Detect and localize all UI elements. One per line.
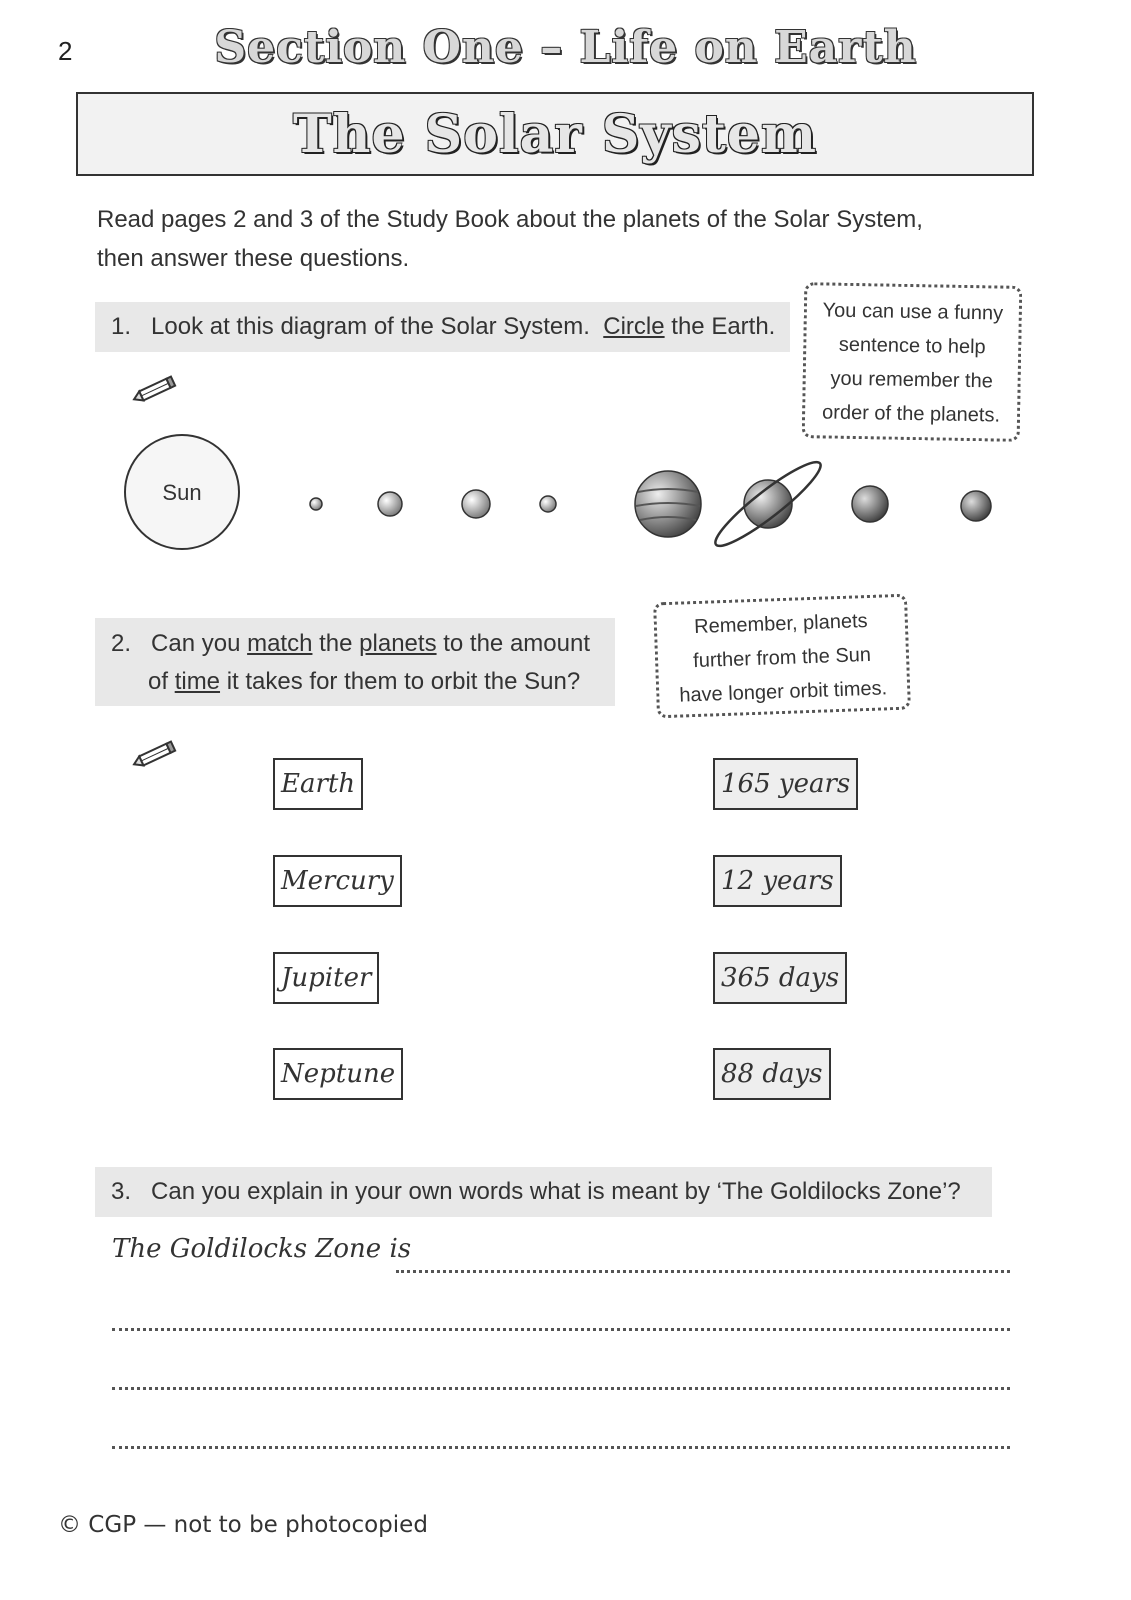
tip-1-line: You can use a funny <box>822 299 1004 325</box>
tip-1-line: sentence to help <box>838 333 986 359</box>
question-3-prompt: Can you explain in your own words what is meant by ‘The Goldilocks Zone’? <box>151 1178 961 1205</box>
tip-2-line: have longer orbit times. <box>678 677 888 707</box>
time-box-88-days[interactable]: 88 days <box>713 1048 831 1100</box>
time-box-12-years[interactable]: 12 years <box>713 855 842 907</box>
question-2-word: the <box>319 630 353 657</box>
answer-line[interactable] <box>396 1270 1010 1273</box>
question-3-text <box>111 1173 961 1211</box>
section-title: Section One – Life on Earth <box>214 22 917 73</box>
question-2-word: of <box>148 668 169 695</box>
question-2-word: Can you <box>151 630 241 657</box>
planet-icon <box>540 496 556 512</box>
page-number: 2 <box>58 36 73 66</box>
question-3-number: 3. <box>111 1178 132 1205</box>
pencil-icon <box>130 740 178 770</box>
planet-box-jupiter[interactable]: Jupiter <box>273 952 379 1004</box>
question-2-word: to the amount <box>443 630 590 657</box>
question-2-text <box>111 625 590 701</box>
question-2-underlined: time <box>174 668 221 695</box>
question-1-bar <box>95 302 790 352</box>
planet-icon <box>462 490 490 518</box>
answer-start-text: The Goldilocks Zone is <box>112 1234 412 1264</box>
planet-box-earth[interactable]: Earth <box>273 758 363 810</box>
answer-line[interactable] <box>112 1387 1010 1390</box>
question-1-text <box>111 308 775 346</box>
page-title: The Solar System <box>292 104 818 165</box>
planet-icon <box>378 492 402 516</box>
answer-line[interactable] <box>112 1328 1010 1331</box>
title-box <box>76 92 1034 176</box>
question-1-underlined: Circle <box>603 313 665 340</box>
question-2-bar <box>95 618 615 706</box>
question-1-prompt-end: the Earth. <box>671 313 776 340</box>
question-2-word: it takes for them to orbit the Sun? <box>226 668 581 695</box>
planet-icon <box>852 486 888 522</box>
question-3-bar <box>95 1167 992 1217</box>
intro-text <box>97 200 977 278</box>
pencil-icon <box>130 375 178 405</box>
saturn-icon <box>708 453 828 555</box>
intro-line-2: then answer these questions. <box>97 245 410 272</box>
question-2-number: 2. <box>111 630 132 657</box>
planet-icon <box>310 498 322 510</box>
planet-box-neptune[interactable]: Neptune <box>273 1048 403 1100</box>
planet-icon <box>961 491 991 521</box>
intro-line-1: Read pages 2 and 3 of the Study Book about the planets of the Solar System, <box>97 206 923 233</box>
sun-label: Sun <box>162 480 202 505</box>
time-box-165-years[interactable]: 165 years <box>713 758 858 810</box>
answer-line[interactable] <box>112 1446 1010 1449</box>
tip-1-line: order of the planets. <box>821 401 1001 427</box>
tip-2-line: further from the Sun <box>692 643 872 673</box>
solar-system-diagram <box>110 430 1020 570</box>
tip-box-1 <box>802 282 1023 442</box>
footer-copyright: © CGP — not to be photocopied <box>58 1512 428 1538</box>
question-1-number: 1. <box>111 313 132 340</box>
tip-box-2 <box>653 594 911 719</box>
tip-1-line: you remember the <box>830 367 994 393</box>
question-2-underlined: planets <box>359 630 437 657</box>
planet-box-mercury[interactable]: Mercury <box>273 855 402 907</box>
question-2-underlined: match <box>247 630 313 657</box>
time-box-365-days[interactable]: 365 days <box>713 952 847 1004</box>
question-1-prompt: Look at this diagram of the Solar System. <box>151 313 590 340</box>
tip-2-line: Remember, planets <box>693 610 868 639</box>
planet-icon <box>635 471 701 537</box>
